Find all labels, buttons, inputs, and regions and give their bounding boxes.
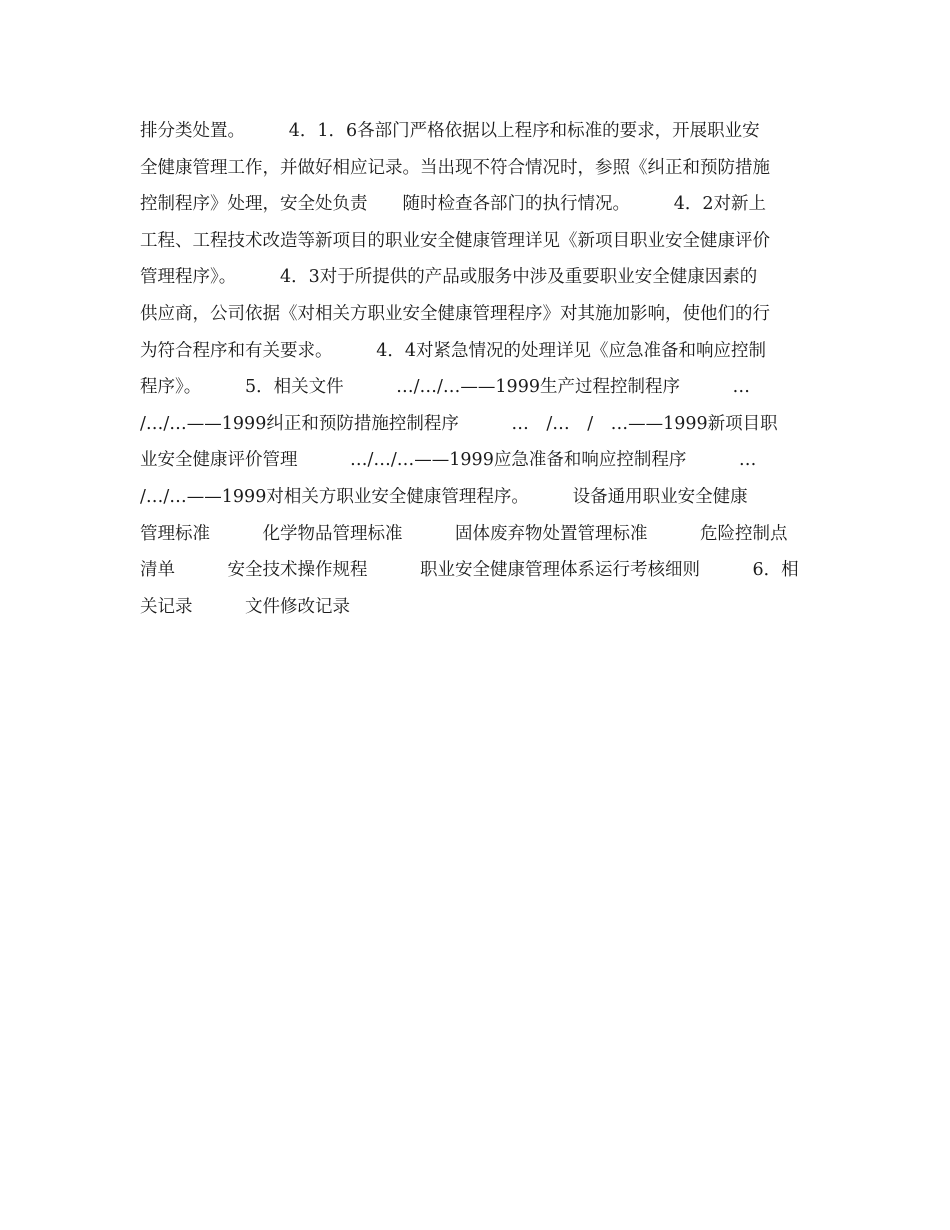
body-text (140, 113, 820, 625)
text-line: 工程、工程技术改造等新项目的职业安全健康管理详见《新项目职业安全健康评价 (140, 230, 770, 251)
text-line: 程序》。 5．相关文件 …/…/…——1999生产过程控制程序 … (140, 377, 750, 398)
text-line: 全健康管理工作，并做好相应记录。当出现不符合情况时，参照《纠正和预防措施 (140, 157, 770, 178)
text-line: 供应商，公司依据《对相关方职业安全健康管理程序》对其施加影响，使他们的行 (140, 303, 770, 324)
text-line: 为符合程序和有关要求。 4．4对紧急情况的处理详见《应急准备和响应控制 (140, 340, 767, 361)
text-line: 管理程序》。 4．3对于所提供的产品或服务中涉及重要职业安全健康因素的 (140, 267, 758, 288)
text-line: /…/…——1999纠正和预防措施控制程序 … /… / …——1999新项目职 (140, 413, 778, 434)
text-line: 业安全健康评价管理 …/…/…——1999应急准备和响应控制程序 … (140, 450, 757, 471)
text-line: /…/…——1999对相关方职业安全健康管理程序。 设备通用职业安全健康 (140, 486, 748, 507)
text-line: 排分类处置。 4．1．6各部门严格依据以上程序和标准的要求，开展职业安 (140, 121, 760, 141)
text-line: 控制程序》处理，安全处负责 随时检查各部门的执行情况。 4．2对新上 (140, 194, 767, 215)
text-line: 关记录 文件修改记录 (140, 596, 350, 617)
text-line: 管理标准 化学物品管理标准 固体废弃物处置管理标准 危险控制点 (140, 523, 788, 544)
text-line: 清单 安全技术操作规程 职业安全健康管理体系运行考核细则 6．相 (140, 560, 799, 581)
